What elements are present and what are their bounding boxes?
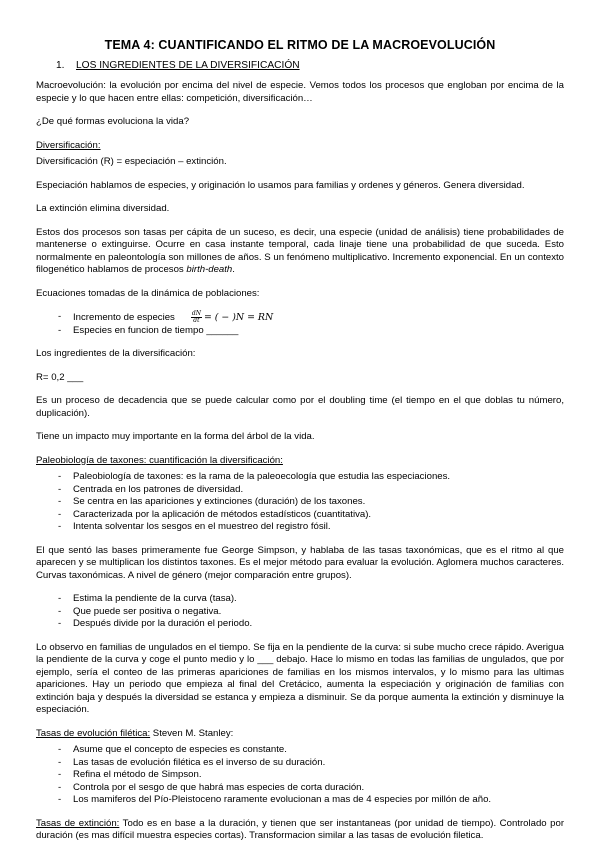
derivative-fraction: $\frac{dN}{dt}$ (191, 310, 201, 324)
paragraph: La extinción elimina diversidad. (36, 203, 170, 214)
paragraph: Tiene un impacto muy importante en la forma del árbol de la vida. (36, 431, 315, 443)
paleo-list (36, 471, 564, 534)
paragraph: Estos dos procesos son tasas per cápita de un suceso, es decir, una especie (unidad de análisis) tiene probabilidades de mantenerse o extinguirse. Ocurre en casa instante temporal, cada linaje tiene una probabilidad de que suceda. Esto normalmente en paleontología son millones de años. S un fenómeno multiplicativo. Incremento exponencial. En un contexto filogenético hablamos de procesos birth-death. (36, 226, 564, 275)
list-item: - Las tasas de evolución filética es el inverso de su duración. (36, 757, 564, 770)
subheading-tasas-filetica: Tasas de evolución filética: Steven M. Stanley: (36, 727, 234, 739)
subheading-diversificacion: Diversificación: (36, 139, 101, 151)
list-item: - Centrada en los patrones de diversidad. (36, 484, 564, 497)
list-item: - Estima la pendiente de la curva (tasa). (36, 593, 564, 606)
paragraph: Ecuaciones tomadas de la dinámica de poblaciones: (36, 287, 260, 299)
list-item: - Controla por el sesgo de que habrá mas especies de corta duración. (36, 782, 564, 795)
list-item: - Especies en funcion de tiempo ______ (36, 325, 564, 338)
list-item: - Paleobiología de taxones: es la rama de la paleoecología que estudia las especiaciones. (36, 471, 564, 484)
paragraph: Diversificación (R) = especiación – extinción. (36, 156, 227, 167)
list-item: - Caracterizada por la aplicación de métodos estadísticos (cuantitativa). (36, 509, 564, 522)
paragraph: ¿De qué formas evoluciona la vida? (36, 116, 190, 127)
paragraph: El que sentó las bases primeramente fue George Simpson, y hablaba de las tasas taxonómicas, que es el ritmo al que aparecen y se multiplican los distintos taxones. Es el mejor método para evaluar la evolución. Aglomera muchos caracteres. Curvas taxonómicas. A nivel de género (mejor comparación entre grupos). (36, 544, 564, 581)
list-item: - Intenta solventar los sesgos en el muestreo del registro fósil. (36, 521, 564, 534)
paragraph-tasas-extincion: Tasas de extinción: Todo es en base a la duración, y tienen que ser instantaneas (por unidad de tiempo). Controlado por duración (es mas difícil muestra especies cortas). Transformacion similar a las tasas de evolución filetica. (36, 817, 565, 842)
paragraph: Macroevolución: la evolución por encima del nivel de especie. Vemos todos los procesos que engloban por encima de la especie y lo que hacen entre ellas: competición, diversificación… (36, 80, 564, 104)
paragraph: Especiación hablamos de especies, y originación lo usamos para familias y ordenes y géneros. Genera diversidad. (36, 179, 525, 191)
section-number: 1. (56, 60, 65, 71)
paragraph: Los ingredientes de la diversificación: (36, 348, 196, 360)
list-item: - Incremento de especies $\frac{dN}{dt}$ = ( − )N = RN (36, 311, 564, 325)
list-item: - Refina el método de Simpson. (36, 769, 564, 782)
page-title: TEMA 4: CUANTIFICANDO EL RITMO DE LA MACROEVOLUCIÓN (104, 38, 496, 52)
list-item: - Asume que el concepto de especies es constante. (36, 744, 564, 757)
equation: = ( − )N = RN (203, 312, 274, 324)
curve-list (36, 593, 564, 631)
list-item: - Se centra en las apariciones y extinciones (duración) de los taxones. (36, 496, 564, 509)
equation-list (36, 311, 564, 337)
paragraph: Es un proceso de decadencia que se puede calcular como por el doubling time (el tiempo en el que doblas tu número, duplicación). (36, 395, 564, 419)
section-title: LOS INGREDIENTES DE LA DIVERSIFICACIÓN (76, 60, 300, 71)
paragraph: R= 0,2 ___ (36, 371, 84, 383)
document-body (36, 80, 564, 854)
subheading-paleobiologia: Paleobiología de taxones: cuantificación la diversificación: (36, 454, 283, 466)
tasas-list (36, 744, 564, 807)
paragraph: Lo observo en familias de ungulados en el tiempo. Se fija en la pendiente de la curva: si sube mucho crece rápido. Averigua la pendiente de la curva y coge el punto medio y lo ___ debajo. Hace lo mismo en todas las familias de ungulados, que por ejemplo, sería el conteo de las primeras apariciones de familias en los mismos intervalos, y lo mismo para las ultimas apariciones. Hay un periodo que empieza al final del Cretácico, aumenta la especiación y originación de familias con extinción baja y después la diversidad se estanca y empieza a disminuir. Se da porque aumenta la extinción y disminuye la especiación. (36, 641, 564, 716)
list-item: - Que puede ser positiva o negativa. (36, 606, 564, 619)
list-item: - Después divide por la duración el periodo. (36, 618, 564, 631)
section-heading (56, 60, 300, 71)
list-item: - Los mamiferos del Pío-Pleistoceno raramente evolucionan a mas de 4 especies por millón de año. (36, 794, 564, 807)
